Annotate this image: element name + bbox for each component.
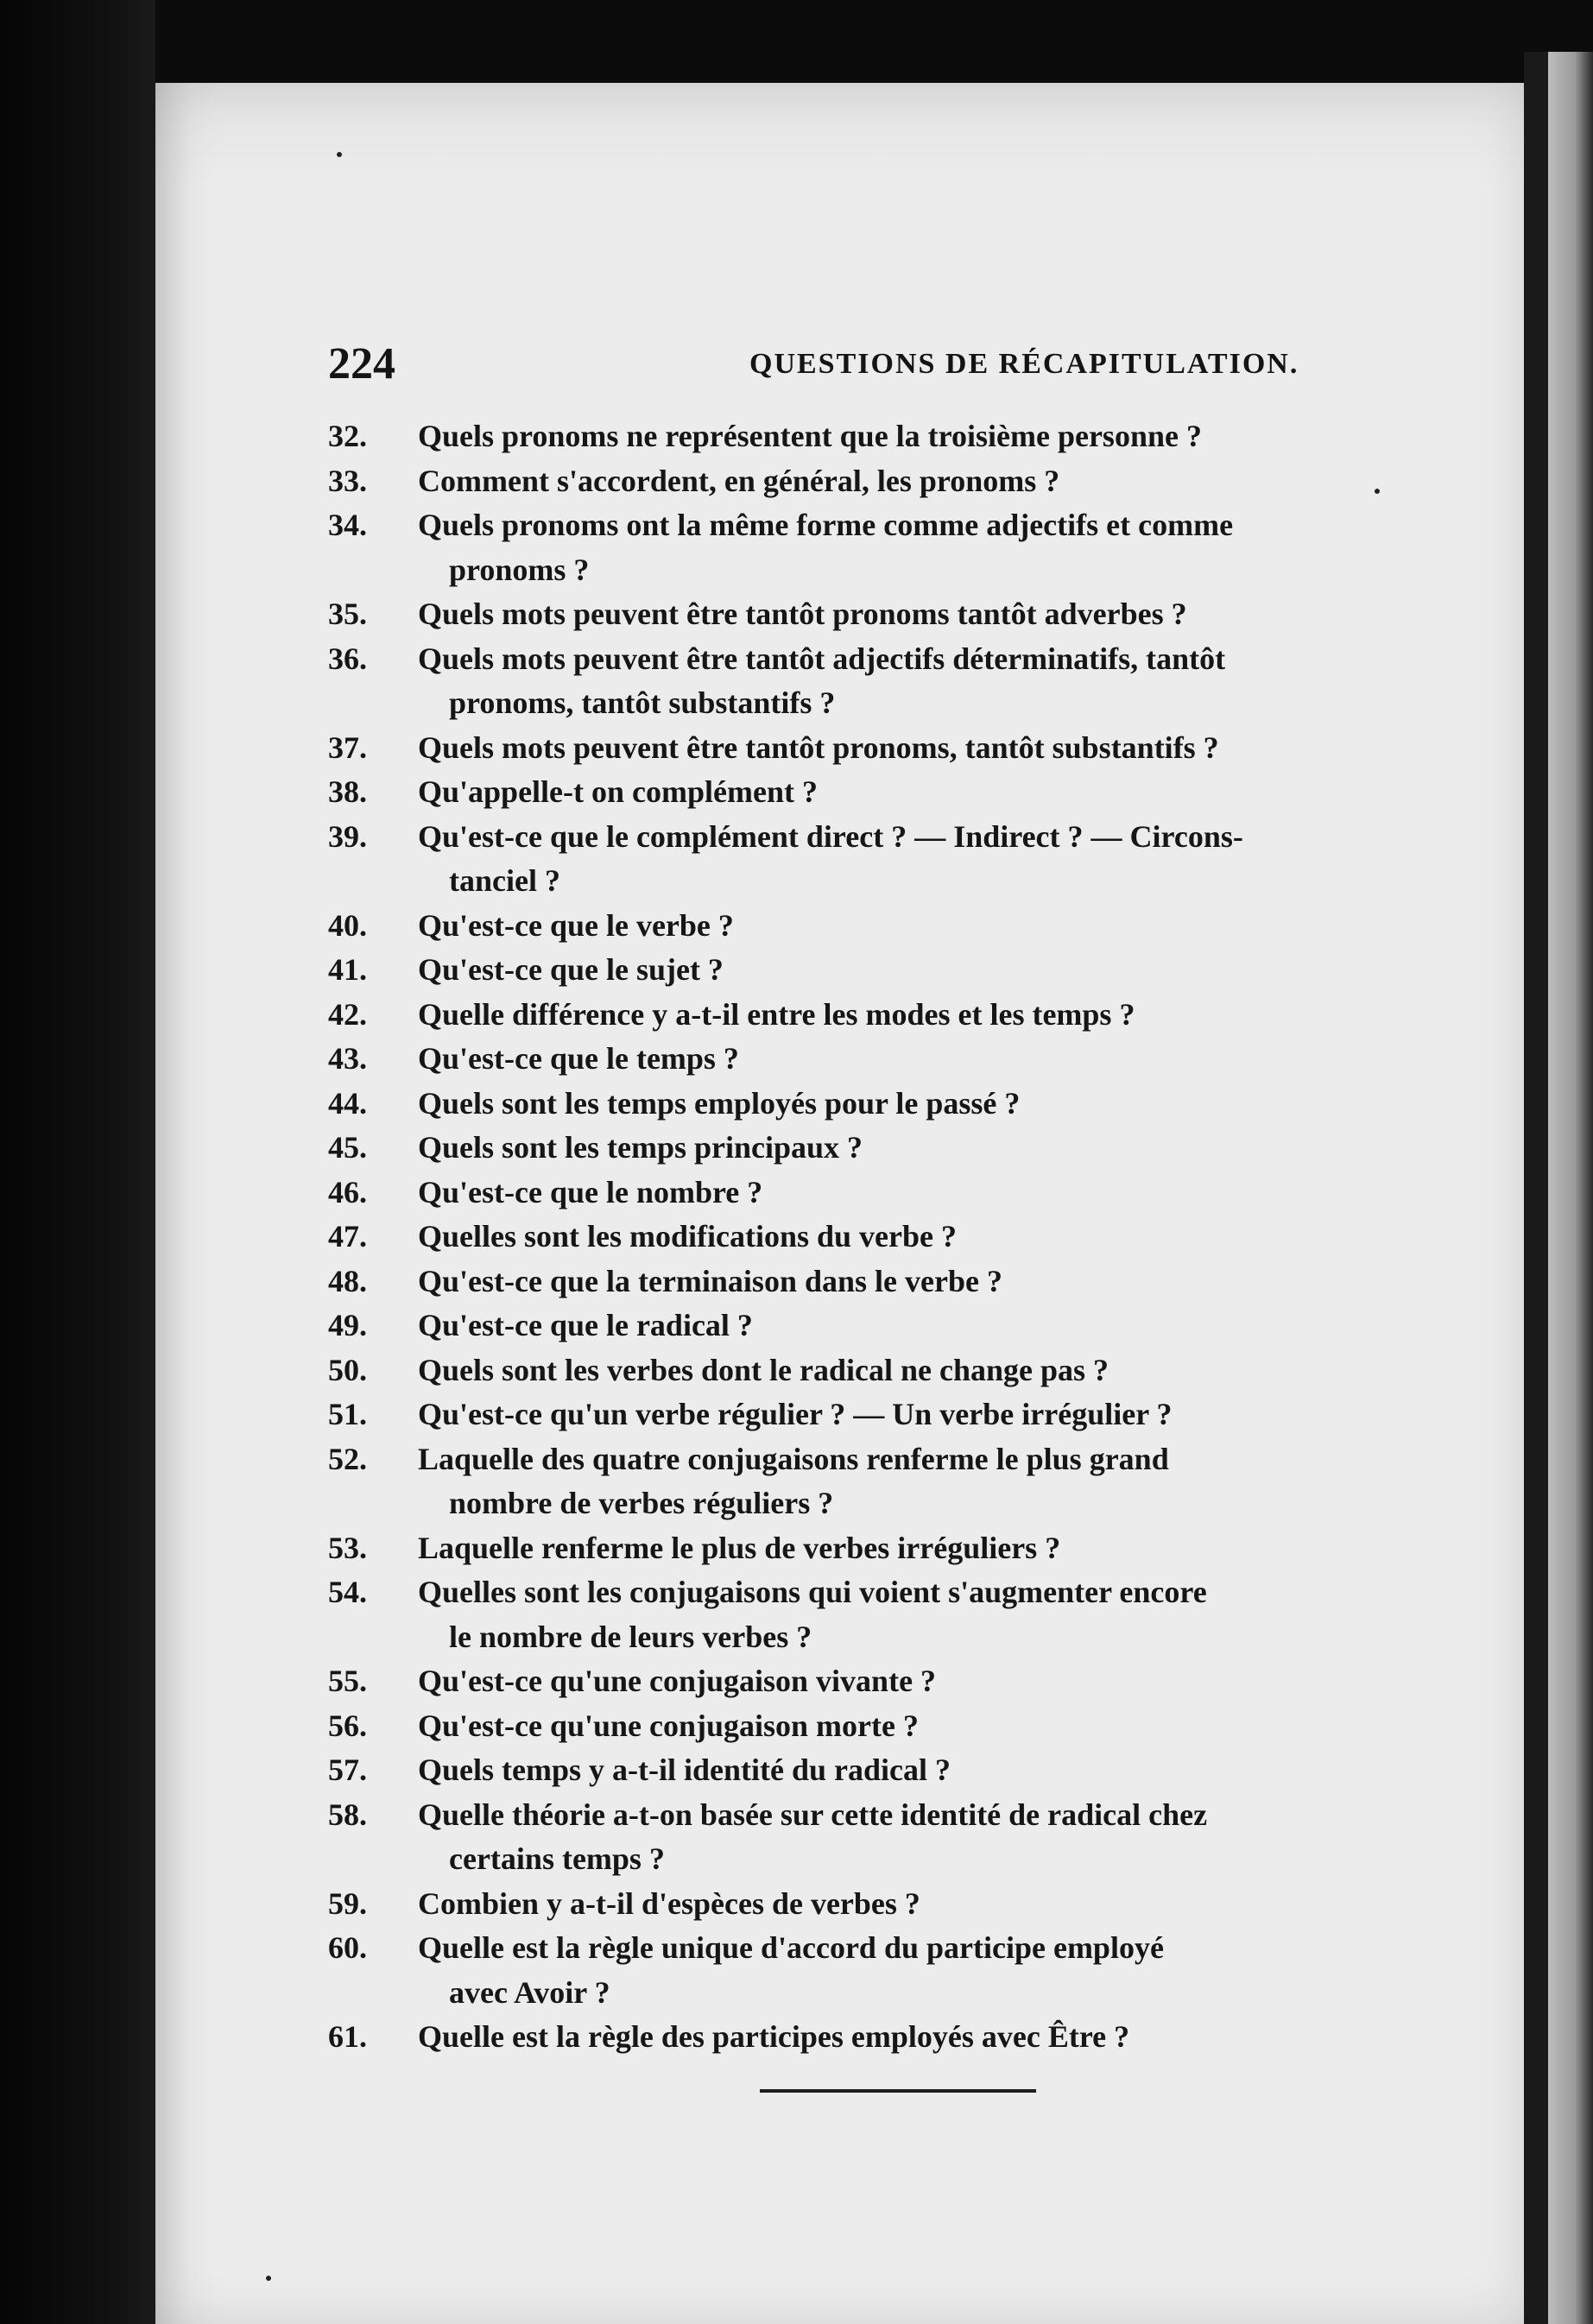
question-text <box>418 1704 1593 1749</box>
question-number: 50. <box>328 1352 367 1387</box>
question-list <box>328 414 1593 2060</box>
question-item <box>328 1437 1593 1526</box>
question-text <box>418 904 1593 949</box>
question-line: Laquelle renferme le plus de verbes irréguliers ? <box>418 1530 1061 1565</box>
question-text <box>418 1526 1593 1571</box>
question-line: Qu'est-ce qu'un verbe régulier ? — Un verbe irrégulier ? <box>418 1397 1173 1431</box>
question-item <box>328 1393 1593 1437</box>
question-item <box>328 1570 1593 1659</box>
question-number: 40. <box>328 907 367 943</box>
paper-speck <box>337 152 342 157</box>
question-text <box>418 1260 1593 1304</box>
question-line: Quels sont les temps employés pour le passé ? <box>418 1085 1021 1121</box>
question-text <box>418 1793 1593 1882</box>
question-item <box>328 815 1593 904</box>
page-number: 224 <box>328 339 395 388</box>
question-text <box>418 1659 1593 1704</box>
question-text <box>418 1570 1593 1659</box>
question-line: Qu'est-ce que le verbe ? <box>418 907 734 943</box>
question-text <box>418 459 1593 504</box>
question-text <box>418 1126 1593 1171</box>
question-text <box>418 1304 1593 1348</box>
question-number: 52. <box>328 1441 367 1476</box>
question-line: Quels mots peuvent être tantôt pronoms tantôt adverbes ? <box>418 597 1187 631</box>
question-line: Qu'est-ce qu'une conjugaison vivante ? <box>418 1664 937 1698</box>
question-line: Quels sont les verbes dont le radical ne change pas ? <box>418 1352 1109 1387</box>
end-rule <box>760 2089 1036 2093</box>
question-line: Quelle est la règle des participes employés avec Être ? <box>418 2019 1130 2054</box>
question-item <box>328 948 1593 993</box>
question-text <box>418 770 1593 815</box>
question-number: 61. <box>328 2019 367 2054</box>
question-line: Quelle théorie a-t-on basée sur cette identité de radical chez <box>418 1797 1208 1832</box>
question-item <box>328 637 1593 726</box>
question-line: Quels pronoms ne représentent que la troisième personne ? <box>418 419 1202 453</box>
question-text <box>418 1082 1593 1127</box>
question-line: Quels mots peuvent être tantôt adjectifs déterminatifs, tantôt <box>418 641 1226 676</box>
book-page <box>155 83 1524 2324</box>
question-number: 59. <box>328 1885 367 1921</box>
question-line: Qu'appelle-t on complément ? <box>418 774 818 809</box>
question-line: Qu'est-ce que la terminaison dans le verbe ? <box>418 1263 1002 1298</box>
question-line: Qu'est-ce que le temps ? <box>418 1041 739 1076</box>
question-item <box>328 1659 1593 1704</box>
paper-speck <box>266 2276 271 2281</box>
question-item <box>328 1082 1593 1127</box>
question-line: Laquelle des quatre conjugaisons renferme le plus grand <box>418 1441 1169 1476</box>
question-number: 46. <box>328 1174 367 1209</box>
question-continuation: tanciel ? <box>449 863 560 898</box>
question-number: 53. <box>328 1530 367 1565</box>
question-text <box>418 1882 1593 1927</box>
question-number: 55. <box>328 1664 367 1698</box>
question-item <box>328 1704 1593 1749</box>
question-number: 49. <box>328 1308 367 1342</box>
question-item <box>328 1748 1593 1793</box>
question-text <box>418 993 1593 1038</box>
question-text <box>418 948 1593 993</box>
question-line: Quelle différence y a-t-il entre les modes et les temps ? <box>418 996 1135 1032</box>
question-continuation: avec Avoir ? <box>449 1974 610 2010</box>
scan-left-border <box>0 0 155 2324</box>
question-item <box>328 770 1593 815</box>
question-text <box>418 1037 1593 1082</box>
question-line: Qu'est-ce que le radical ? <box>418 1308 753 1342</box>
question-line: Quels temps y a-t-il identité du radical ? <box>418 1752 951 1787</box>
question-continuation: pronoms ? <box>449 552 590 587</box>
question-number: 39. <box>328 818 367 854</box>
question-line: Comment s'accordent, en général, les pronoms ? <box>418 463 1060 498</box>
question-item <box>328 1926 1593 2015</box>
question-text <box>418 1748 1593 1793</box>
question-item <box>328 1215 1593 1260</box>
question-line: Quels pronoms ont la même forme comme adjectifs et comme <box>418 508 1234 542</box>
question-number: 37. <box>328 729 367 765</box>
question-number: 42. <box>328 996 367 1032</box>
question-number: 47. <box>328 1219 367 1254</box>
question-item <box>328 503 1593 592</box>
question-line: Qu'est-ce qu'une conjugaison morte ? <box>418 1708 919 1743</box>
question-number: 36. <box>328 641 367 676</box>
question-item <box>328 1526 1593 1571</box>
question-line: Qu'est-ce que le nombre ? <box>418 1174 763 1209</box>
question-item <box>328 414 1593 459</box>
question-item <box>328 459 1593 504</box>
question-item <box>328 1260 1593 1304</box>
question-text <box>418 414 1593 459</box>
page-header <box>328 338 1390 390</box>
question-line: Quelles sont les conjugaisons qui voient s'augmenter encore <box>418 1575 1207 1609</box>
question-text <box>418 1171 1593 1216</box>
question-line: Combien y a-t-il d'espèces de verbes ? <box>418 1885 920 1921</box>
question-line: Quelles sont les modifications du verbe ? <box>418 1219 958 1254</box>
question-item <box>328 1793 1593 1882</box>
question-number: 33. <box>328 463 367 498</box>
question-text <box>418 1926 1593 2015</box>
question-number: 58. <box>328 1797 367 1832</box>
question-item <box>328 1171 1593 1216</box>
question-number: 60. <box>328 1930 367 1965</box>
question-text <box>418 637 1593 726</box>
question-continuation: le nombre de leurs verbes ? <box>449 1619 812 1654</box>
question-text <box>418 726 1593 771</box>
question-text <box>418 592 1593 637</box>
question-text <box>418 2015 1593 2060</box>
question-text <box>418 815 1593 904</box>
question-number: 51. <box>328 1397 367 1431</box>
question-number: 43. <box>328 1041 367 1076</box>
question-item <box>328 726 1593 771</box>
question-text <box>418 1437 1593 1526</box>
question-number: 35. <box>328 597 367 631</box>
question-line: Qu'est-ce que le complément direct ? — Indirect ? — Circons- <box>418 818 1243 854</box>
question-continuation: nombre de verbes réguliers ? <box>449 1486 834 1520</box>
question-number: 38. <box>328 774 367 809</box>
question-line: Quelle est la règle unique d'accord du participe employé <box>418 1930 1164 1965</box>
question-item <box>328 592 1593 637</box>
running-head: QUESTIONS DE RÉCAPITULATION. <box>749 348 1299 380</box>
question-item <box>328 1304 1593 1348</box>
question-text <box>418 503 1593 592</box>
question-continuation: pronoms, tantôt substantifs ? <box>449 685 836 720</box>
question-text <box>418 1348 1593 1393</box>
question-number: 41. <box>328 952 367 987</box>
question-text <box>418 1393 1593 1437</box>
question-text <box>418 1215 1593 1260</box>
question-line: Quels mots peuvent être tantôt pronoms, tantôt substantifs ? <box>418 729 1219 765</box>
question-item <box>328 993 1593 1038</box>
question-number: 56. <box>328 1708 367 1743</box>
question-item <box>328 1037 1593 1082</box>
question-number: 48. <box>328 1263 367 1298</box>
question-number: 54. <box>328 1575 367 1609</box>
question-number: 45. <box>328 1130 367 1165</box>
question-item <box>328 2015 1593 2060</box>
question-item <box>328 1348 1593 1393</box>
question-number: 32. <box>328 419 367 453</box>
question-number: 34. <box>328 508 367 542</box>
question-line: Qu'est-ce que le sujet ? <box>418 952 724 987</box>
question-continuation: certains temps ? <box>449 1841 665 1876</box>
question-item <box>328 1126 1593 1171</box>
question-line: Quels sont les temps principaux ? <box>418 1130 863 1165</box>
question-number: 44. <box>328 1085 367 1121</box>
question-item <box>328 904 1593 949</box>
question-item <box>328 1882 1593 1927</box>
question-number: 57. <box>328 1752 367 1787</box>
